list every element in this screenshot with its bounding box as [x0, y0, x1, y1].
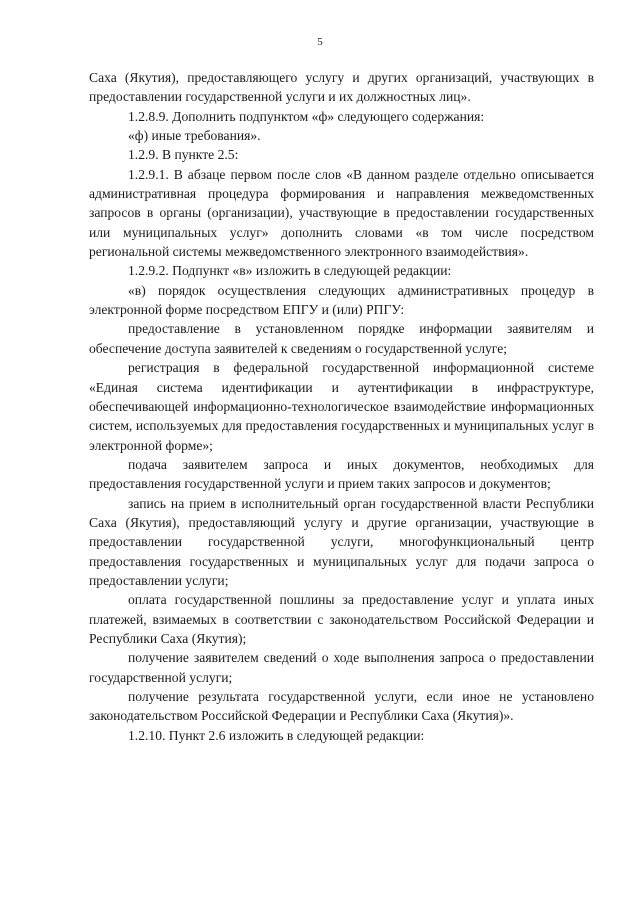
- paragraph-2: 1.2.8.9. Дополнить подпунктом «ф» следующего содержания:: [128, 108, 485, 124]
- page-number: 5: [317, 36, 323, 48]
- paragraph-7: «в) порядок осуществления следующих административных процедур в электронной форме посредством ЕПГУ и (или) РПГУ:: [89, 282, 594, 318]
- paragraph-11: запись на прием в исполнительный орган государственной власти Республики Саха (Якутия), предоставляющий услугу и другие организации, участвующие в предоставлении государственной услуги, многофункциональный центр предоставления государственных и муниципальных услуг для подачи запроса о предоставлении услуги;: [89, 495, 594, 588]
- paragraph-8: предоставление в установленном порядке информации заявителям и обеспечение доступа заявителей к сведениям о государственной услуге;: [89, 321, 594, 356]
- document-body: [89, 68, 594, 745]
- paragraph-3: «ф) иные требования».: [128, 128, 261, 144]
- paragraph-13: получение заявителем сведений о ходе выполнения запроса о предоставлении государственной услуги;: [89, 650, 594, 685]
- paragraph-9: регистрация в федеральной государственной информационной системе «Единая система идентификации и аутентификации в инфраструктуре, обеспечивающей информационно-технологическое взаимодействие информационных систем, используемых для предоставления государственных и муниципальных услуг в электронной форме»;: [89, 360, 594, 453]
- paragraph-12: оплата государственной пошлины за предоставление услуг и уплата иных платежей, взимаемых в соответствии с законодательством Российской Федерации и Республики Саха (Якутия);: [89, 592, 594, 646]
- paragraph-4: 1.2.9. В пункте 2.5:: [128, 147, 239, 163]
- paragraph-15: 1.2.10. Пункт 2.6 изложить в следующей редакции:: [128, 727, 425, 743]
- paragraph-6: 1.2.9.2. Подпункт «в» изложить в следующей редакции:: [128, 263, 452, 279]
- paragraph-5: 1.2.9.1. В абзаце первом после слов «В данном разделе отдельно описывается административная процедура формирования и направления межведомственных запросов в органы (организации), участвующие в предоставлении государственных или муниципальных услуг» дополнить словами «в том числе посредством региональной системы межведомственного электронного взаимодействия».: [89, 166, 594, 260]
- paragraph-14: получение результата государственной услуги, если иное не установлено законодательством Российской Федерации и Республики Саха (Якутия)».: [89, 689, 594, 724]
- paragraph-1: Саха (Якутия), предоставляющего услугу и других организаций, участвующих в предоставлении государственной услуги и их должностных лиц».: [89, 70, 594, 105]
- paragraph-10: подача заявителем запроса и иных документов, необходимых для предоставления государственной услуги и прием таких запросов и документов;: [89, 456, 594, 492]
